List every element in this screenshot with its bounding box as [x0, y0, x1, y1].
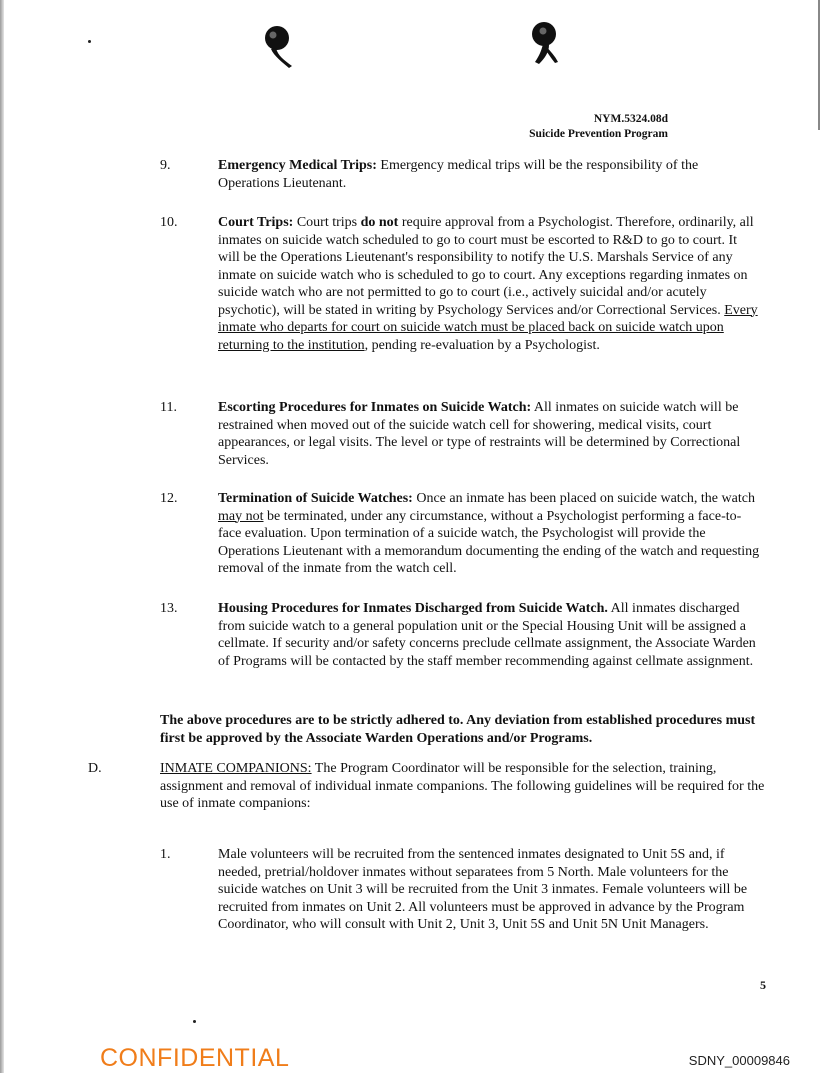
item-text: require approval from a Psychologist. Therefore, ordinarily, all inmates on suicide watch scheduled to go to court must be escorted to R&D to go to court. It will be the Operations Lieutenant's responsibility to notify the U.S. Marshals Service of any inmate on suicide watch who is scheduled to go to court. Any exceptions regarding inmates on suicide watch who are not permitted to go to court (i.e., actively suicidal and/or acutely psychotic), will be stated in writing by Psychology Services and/or Correctional Services. — [218, 215, 754, 318]
confidential-stamp: CONFIDENTIAL — [100, 1044, 290, 1072]
procedure-item-10 — [160, 214, 760, 354]
section-d — [88, 760, 778, 813]
item-heading: Escorting Procedures for Inmates on Suicide Watch: — [218, 400, 532, 415]
item-number: 10. — [160, 215, 178, 230]
procedure-item-12 — [160, 490, 760, 578]
item-underlined-text: Every inmate who departs for court on suicide watch must be placed back on suicide watch upon returning to the institution — [218, 302, 758, 353]
hole-punch-mark-left — [262, 22, 296, 70]
scan-edge-left — [0, 0, 4, 1073]
item-heading: Court Trips: — [218, 215, 294, 230]
section-letter: D. — [88, 761, 102, 776]
procedure-item-13 — [160, 600, 760, 670]
section-d-item-1 — [160, 846, 770, 934]
procedure-item-9 — [160, 157, 760, 192]
item-body — [218, 399, 760, 469]
item-number: 1. — [160, 847, 171, 862]
item-underlined-text: may not — [218, 508, 264, 524]
item-heading: Housing Procedures for Inmates Discharged from Suicide Watch. — [218, 601, 608, 616]
item-number: 12. — [160, 491, 178, 506]
document-number: NYM.5324.08d — [593, 113, 668, 125]
procedure-item-11 — [160, 399, 760, 469]
item-body — [218, 600, 760, 670]
item-text: All inmates discharged from suicide watch to a general population unit or the Special Housing Unit will be assigned a cellmate. If security and/or safety concerns preclude cellmate assignment, the Associate Warden of Programs will be contacted by the staff member recommending against cellmate assignment. — [218, 601, 756, 669]
document-header — [529, 112, 668, 142]
item-body: Male volunteers will be recruited from the sentenced inmates designated to Unit 5S and, if needed, pretrial/holdover inmates without separatees from 5 North. Male volunteers for the suicide watches on Unit 3 will be recruited from the Unit 3 inmates. Female volunteers will be recruited from inmates on Unit 2. All volunteers must be approved in advance by the Program Coordinator, who will consult with Unit 2, Unit 3, Unit 5S and Unit 5N Unit Managers. — [218, 847, 748, 932]
page-number: 5 — [760, 978, 766, 992]
item-number: 9. — [160, 158, 171, 173]
procedures-notice: The above procedures are to be strictly adhered to. Any deviation from established procedures must first be approved by the Associate Warden Operations and/or Programs. — [160, 713, 756, 746]
item-body — [218, 157, 760, 192]
scan-speck — [88, 40, 91, 43]
item-text: Emergency medical trips will be the responsibility of the Operations Lieutenant. — [218, 158, 699, 191]
item-body — [218, 490, 760, 578]
scan-speck — [193, 1020, 196, 1023]
section-body — [160, 760, 778, 813]
section-text: The Program Coordinator will be responsible for the selection, training, assignment and removal of individual inmate companions. The following guidelines will be required for the use of inmate companions: — [160, 761, 765, 811]
hole-punch-mark-right — [527, 18, 561, 66]
item-text: Court trips — [293, 215, 361, 230]
item-text: All inmates on suicide watch will be restrained when moved out of the suicide watch cell for showering, medical visits, court appearances, or legal visits. The level or type of restraints will be determined by Correctional Services. — [218, 400, 741, 468]
item-heading: Emergency Medical Trips: — [218, 158, 377, 173]
section-heading: INMATE COMPANIONS: — [160, 761, 312, 776]
item-heading: Termination of Suicide Watches: — [218, 491, 413, 506]
item-body — [218, 214, 760, 354]
item-number: 13. — [160, 601, 178, 616]
item-text: , pending re-evaluation by a Psychologist. — [364, 337, 600, 353]
bates-number: SDNY_00009846 — [688, 1053, 790, 1068]
item-number: 11. — [160, 400, 177, 415]
item-text: Once an inmate has been placed on suicide watch, the watch — [412, 491, 755, 506]
document-title: Suicide Prevention Program — [529, 128, 668, 140]
item-text: be terminated, under any circumstance, without a Psychologist performing a face-to-face evaluation. Upon termination of a suicide watch, the Psychologist will provide the Operations Lieutenant with a memorandum documenting the ending of the watch and requesting removal of the inmate from the watch cell. — [218, 508, 760, 576]
item-emphasis: do not — [360, 215, 399, 230]
